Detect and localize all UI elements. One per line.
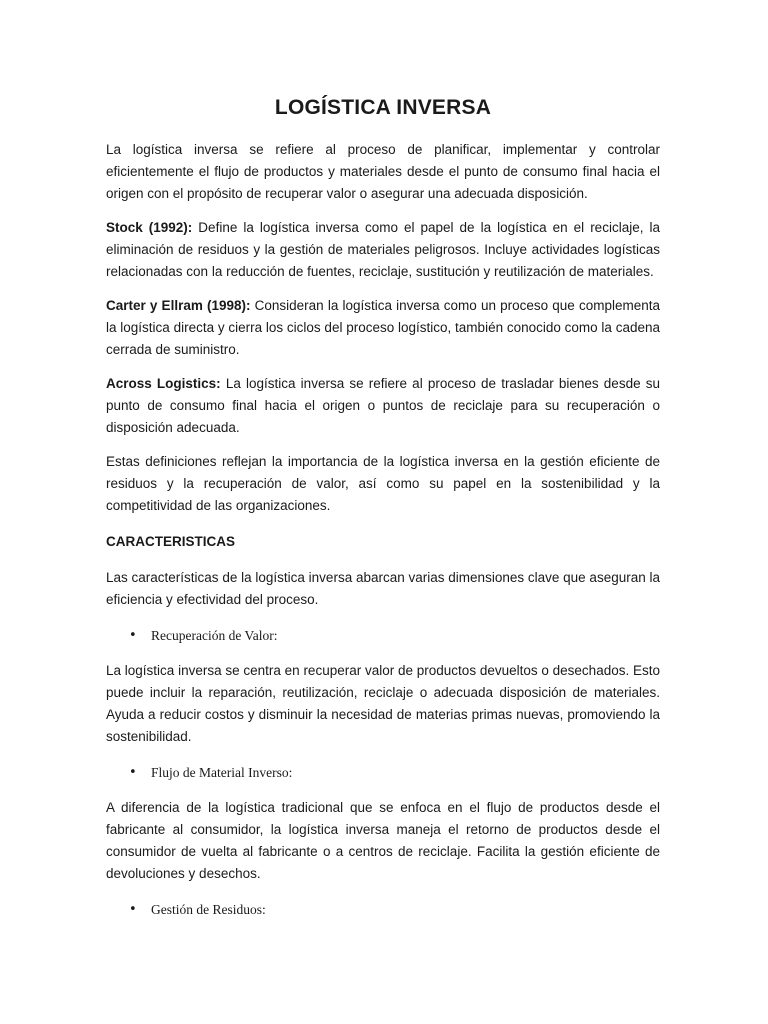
- document-page: [106, 0, 660, 921]
- bullet-icon: •: [129, 628, 137, 643]
- characteristics-intro: Las características de la logística inversa abarcan varias dimensiones clave que aseguran la eficiencia y efectividad del proceso.: [106, 570, 660, 607]
- bullet-label: Gestión de Residuos:: [151, 902, 266, 917]
- definition-text: Define la logística inversa como el papel de la logística en el reciclaje, la eliminación de residuos y la gestión de materiales peligrosos. Incluye actividades logísticas relacionadas con la reducción de fuentes, reciclaje, sustitución y reutilización de materiales.: [106, 220, 660, 279]
- definition-term: Stock (1992):: [106, 220, 193, 235]
- bullet-item: [106, 762, 660, 784]
- bullet-item: [106, 625, 660, 647]
- bullet-icon: •: [129, 902, 137, 917]
- definition-text: Consideran la logística inversa como un proceso que complementa la logística directa y cierra los ciclos del proceso logístico, también conocido como la cadena cerrada de suministro.: [106, 298, 660, 357]
- summary-paragraph: Estas definiciones reflejan la importancia de la logística inversa en la gestión eficiente de residuos y la recuperación de valor, así como su papel en la sostenibilidad y la competitividad de las organizaciones.: [106, 454, 660, 513]
- definition-across-logistics: [106, 373, 660, 439]
- definition-text: La logística inversa se refiere al proceso de trasladar bienes desde su punto de consumo final hacia el origen o puntos de reciclaje para su recuperación o disposición adecuada.: [106, 376, 660, 435]
- definition-carter-ellram: [106, 295, 660, 361]
- definition-stock: [106, 217, 660, 283]
- bullet-label: Recuperación de Valor:: [151, 628, 278, 643]
- intro-paragraph: La logística inversa se refiere al proceso de planificar, implementar y controlar eficientemente el flujo de productos y materiales desde el punto de consumo final hacia el origen con el propósito de recuperar valor o asegurar una adecuada disposición.: [106, 142, 660, 201]
- bullet-label: Flujo de Material Inverso:: [151, 765, 293, 780]
- characteristic-paragraph: A diferencia de la logística tradicional que se enfoca en el flujo de productos desde el fabricante al consumidor, la logística inversa maneja el retorno de productos desde el consumidor de vuelta al fabricante o a centros de reciclaje. Facilita la gestión eficiente de devoluciones y desechos.: [106, 800, 660, 881]
- document-title: LOGÍSTICA INVERSA: [274, 96, 492, 119]
- bullet-icon: •: [129, 765, 137, 780]
- definition-term: Carter y Ellram (1998):: [106, 298, 251, 313]
- characteristic-paragraph: La logística inversa se centra en recuperar valor de productos devueltos o desechados. Esto puede incluir la reparación, reutilización, reciclaje o adecuada disposición de materiales. Ayuda a reducir costos y disminuir la necesidad de materias primas nuevas, promoviendo la sostenibilidad.: [106, 663, 660, 744]
- section-heading-characteristics: CARACTERISTICAS: [106, 534, 236, 549]
- bullet-item: [106, 899, 660, 921]
- definition-term: Across Logistics:: [106, 376, 221, 391]
